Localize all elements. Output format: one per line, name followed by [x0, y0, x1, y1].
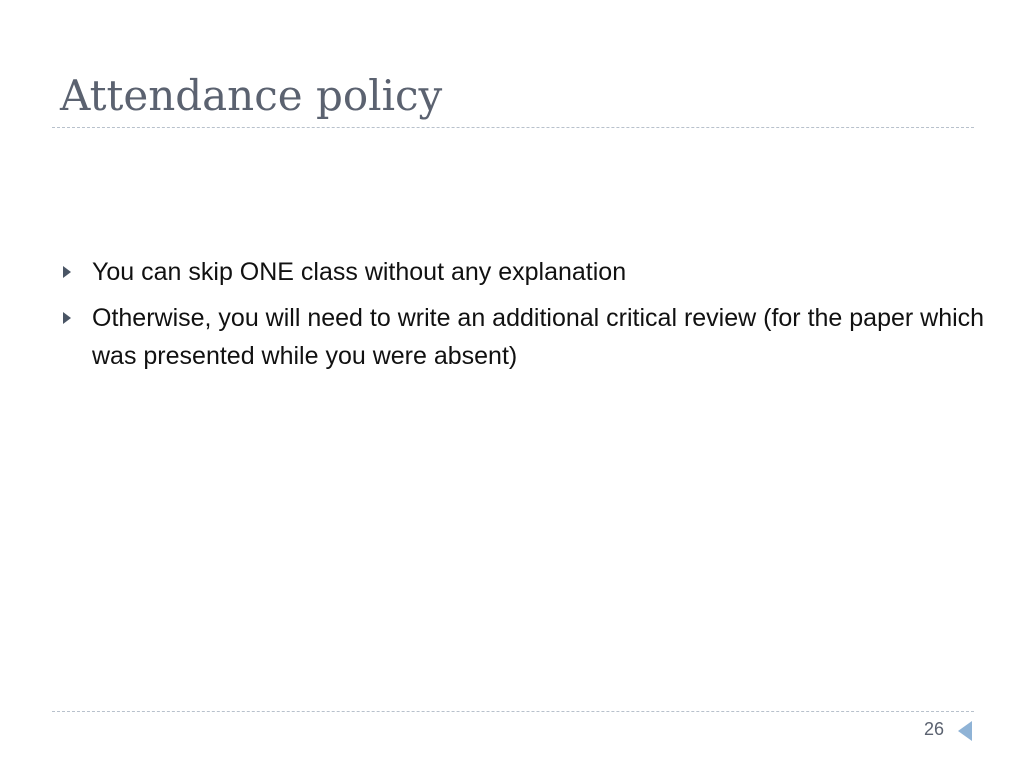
triangle-right-icon [63, 266, 71, 278]
bullet-list [60, 253, 1000, 383]
triangle-right-icon [63, 312, 71, 324]
slide-title: Attendance policy [60, 71, 443, 120]
bullet-text: Otherwise, you will need to write an additional critical review (for the paper which was presented while you were absent) [92, 304, 985, 370]
bullet-item [60, 299, 1000, 375]
bottom-divider [52, 711, 974, 712]
top-divider [52, 127, 974, 128]
bullet-item [60, 253, 1000, 291]
bullet-text: You can skip ONE class without any explanation [92, 258, 627, 286]
previous-slide-icon[interactable] [958, 721, 972, 741]
page-number: 26 [923, 719, 944, 739]
